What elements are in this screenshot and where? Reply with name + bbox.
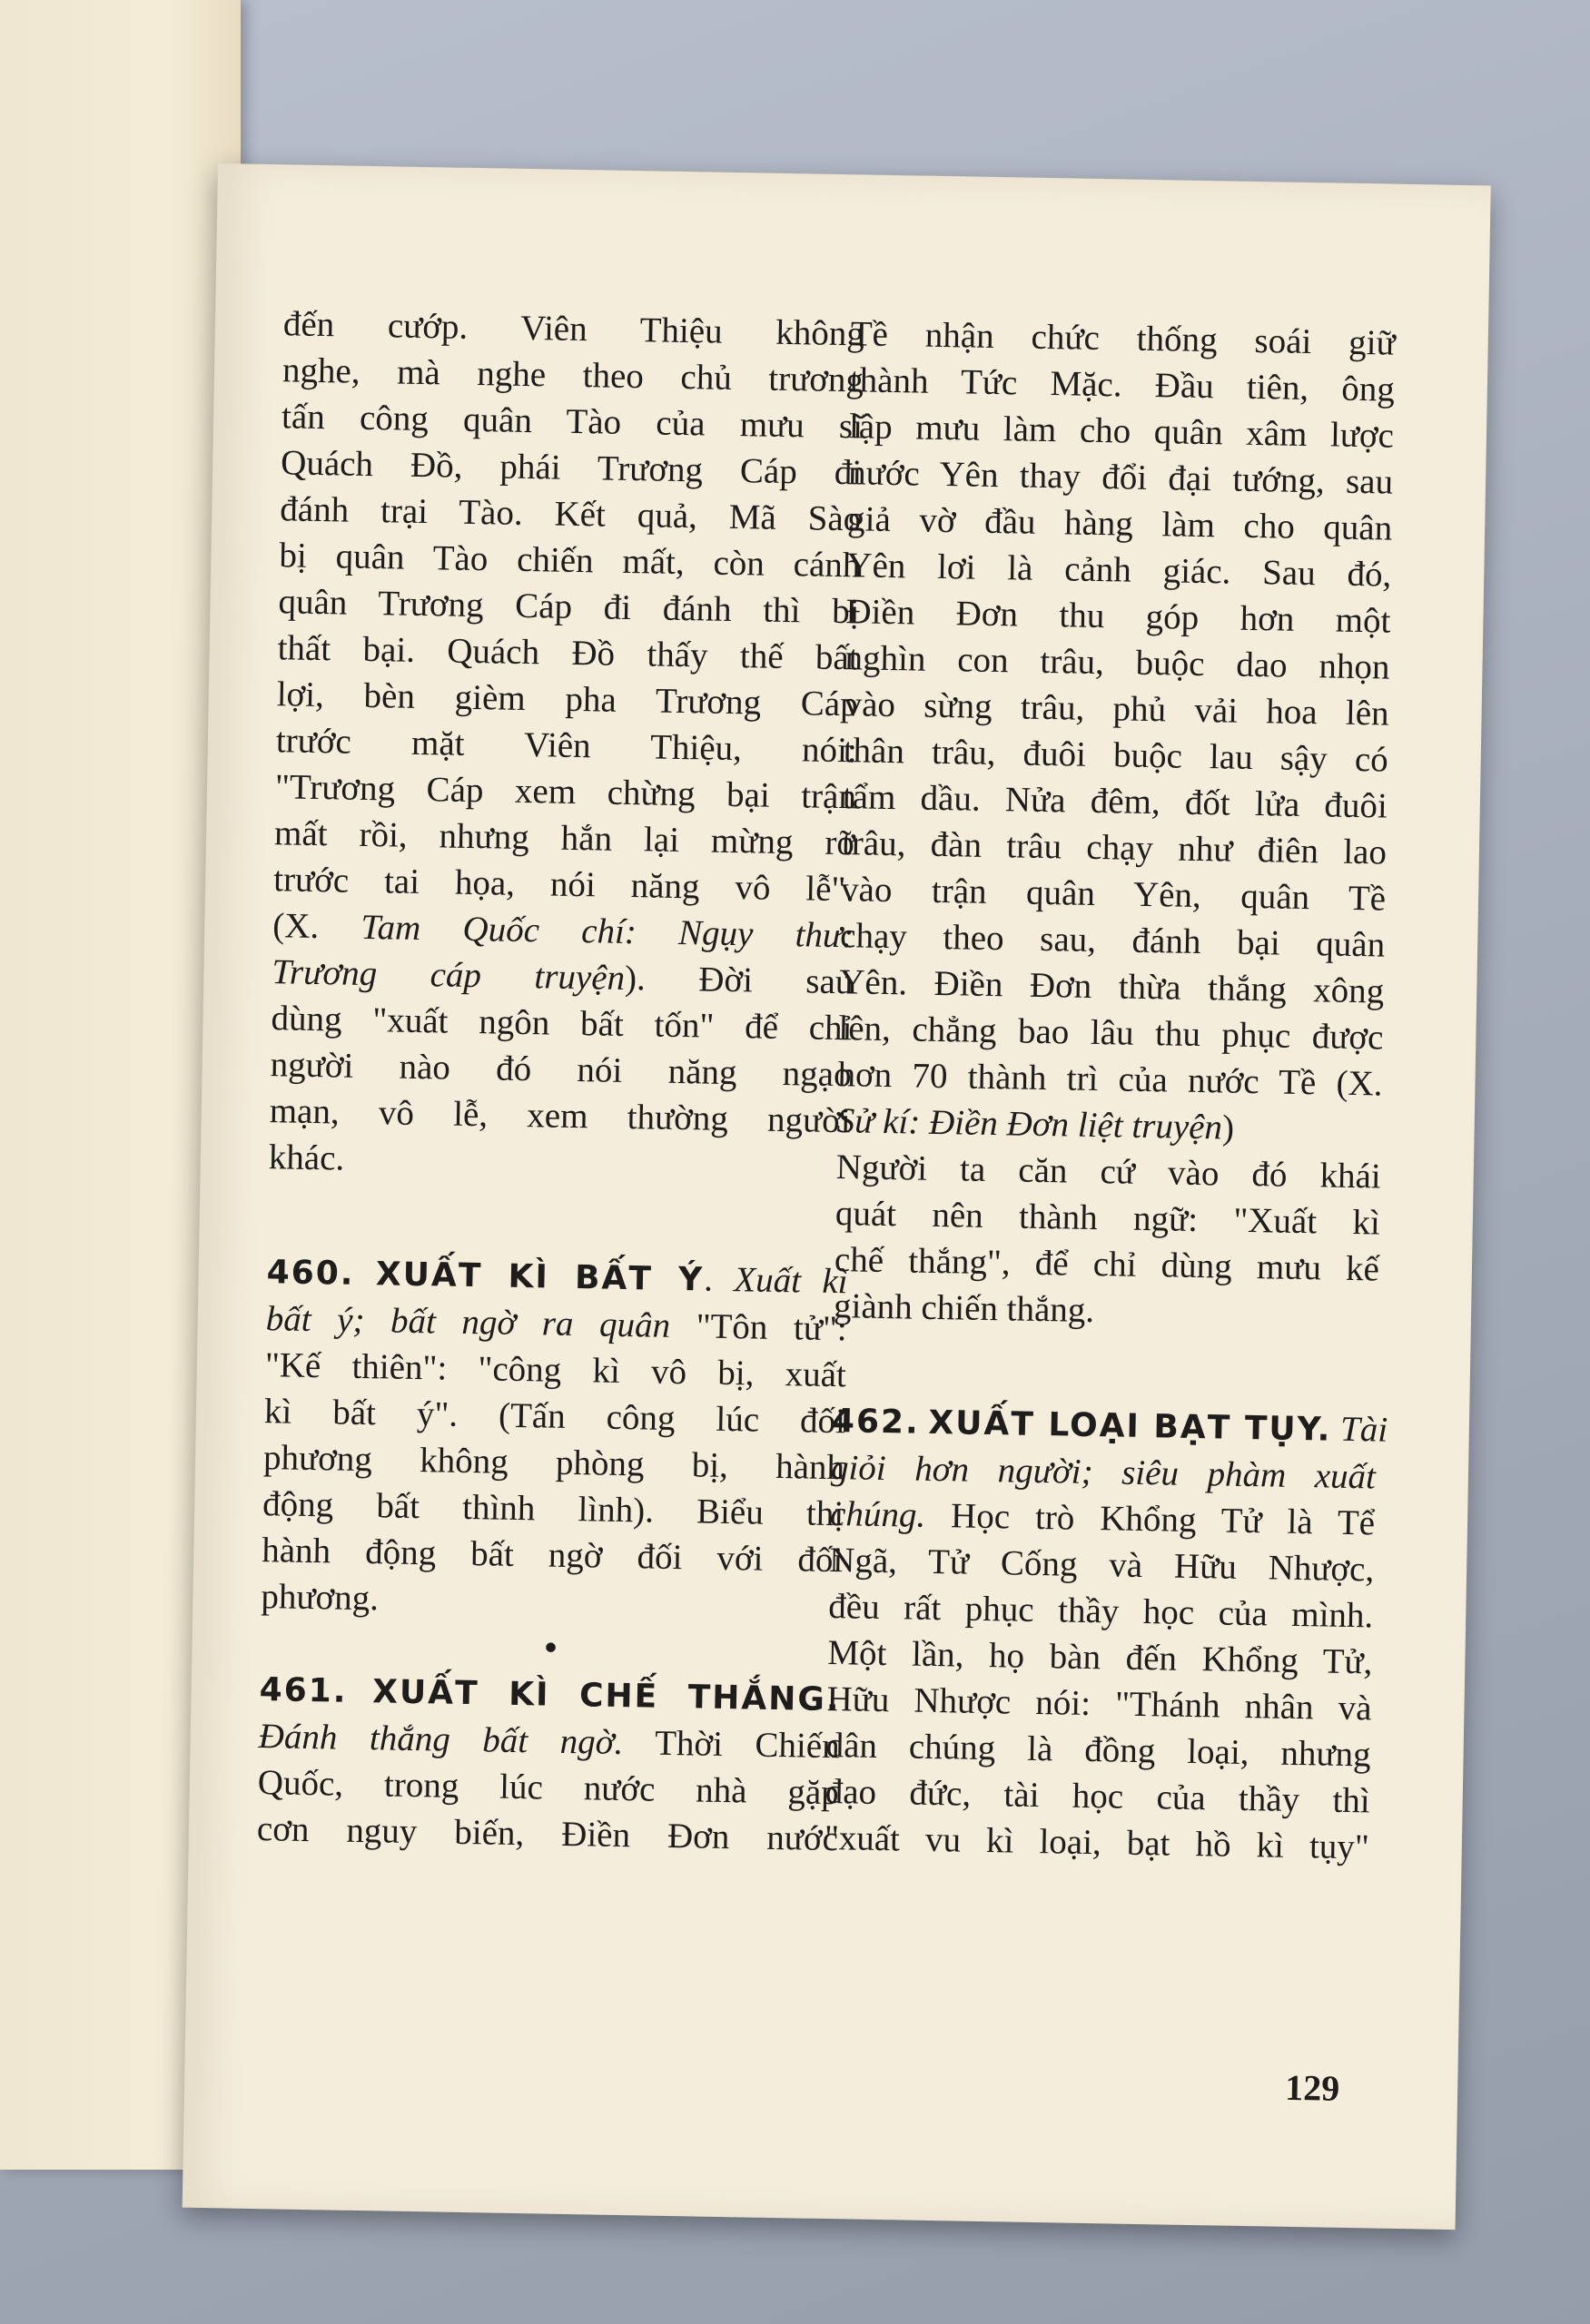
text-line: quân Trương Cáp đi đánh thì bị: [278, 582, 860, 632]
text-line: vào sừng trâu, phủ vải hoa lên: [844, 684, 1389, 734]
right-column: [824, 310, 1396, 1870]
entry-title: XUẤT KÌ CHẾ THẮNG.: [371, 1673, 841, 1719]
text-line: Yên. Điền Đơn thừa thắng xông: [838, 962, 1385, 1011]
text-line: Ngã, Tử Cống và Hữu Nhược,: [828, 1540, 1375, 1590]
text-line: trước tai họa, nói năng vô lễ".: [272, 860, 855, 910]
text-line: nghe, mà nghe theo chủ trương: [281, 350, 864, 400]
text-line: cơn nguy biến, Điền Đơn nước: [256, 1809, 839, 1859]
text-line: kì bất ý". (Tấn công lúc đối: [263, 1392, 846, 1442]
text-line: "Kế thiên": "công kì vô bị, xuất: [264, 1345, 847, 1395]
text-line: thành Tức Mặc. Đầu tiên, ông: [849, 360, 1396, 409]
text-line: đạo đức, tài học của thầy thì: [825, 1771, 1371, 1821]
text-line: "xuất vu kì loại, bạt hồ kì tụy": [824, 1817, 1370, 1867]
left-column: [257, 300, 865, 1862]
entry-title: XUẤT KÌ BẤT Ý: [375, 1256, 705, 1299]
book-page: [183, 163, 1491, 2230]
text-line: giành chiến thắng.: [833, 1286, 1095, 1331]
text-line: trước mặt Viên Thiệu, nói:: [275, 721, 858, 771]
text-line: đến cướp. Viên Thiệu không: [282, 304, 865, 354]
source-citation: Sử kí: Điền Đơn liệt truyện): [836, 1101, 1235, 1147]
text-line: phương.: [261, 1577, 380, 1619]
previous-page-text: [0, 36, 182, 101]
text-line: dùng "xuất ngôn bất tốn" để chỉ: [271, 999, 853, 1049]
text-line: thất bại. Quách Đồ thấy thế bất: [277, 628, 859, 678]
text-line: Một lần, họ bàn đến Khổng Tử,: [827, 1632, 1373, 1682]
text-line: lên, chẳng bao lâu thu phục được: [838, 1009, 1384, 1058]
text-line: đánh trại Tào. Kết quả, Mã Sào: [279, 489, 862, 539]
entry-title: XUẤT LOẠI BẠT TỤY.: [928, 1403, 1332, 1449]
page-number: 129: [1284, 2066, 1340, 2109]
text-line: chạy theo sau, đánh bại quân: [839, 916, 1386, 965]
text-line: động bất thình lình). Biểu thị: [262, 1484, 844, 1534]
text-line: dân chúng là đồng loại, nhưng: [825, 1725, 1371, 1775]
entry-heading: 462. XUẤT LOẠI BẠT TỤY. Tài: [831, 1403, 1388, 1450]
source-citation: Trương cáp truyện). Đời sau: [272, 952, 854, 1002]
text-line: Quách Đồ, phái Trương Cáp đi: [280, 443, 863, 493]
text-line: lợi, bèn gièm pha Trương Cáp: [276, 675, 859, 724]
text-line: đều rất phục thầy học của mình.: [827, 1586, 1374, 1636]
text-line: trâu, đàn trâu chạy như điên lao: [841, 823, 1388, 872]
text-line: nghìn con trâu, buộc dao nhọn: [844, 638, 1390, 687]
entry-gloss: bất ý; bất ngờ ra quân "Tôn tử":: [265, 1299, 848, 1349]
text-line: mạn, vô lễ, xem thường người: [269, 1091, 852, 1141]
entry-gloss: chúng. Học trò Khổng Tử là Tể: [829, 1493, 1376, 1543]
text-line: mất rồi, nhưng hắn lại mừng rỡ: [273, 813, 856, 863]
text-line: chế thắng", để chỉ dùng mưu kế: [834, 1240, 1380, 1289]
text-line: giả vờ đầu hàng làm cho quân: [846, 499, 1393, 548]
text-line: khác.: [268, 1137, 345, 1178]
text-line: tấn công quân Tào của mưu sĩ: [281, 397, 864, 447]
text-line: Điền Đơn thu góp hơn một: [845, 592, 1391, 641]
text-line: phương không phòng bị, hành: [262, 1438, 845, 1488]
entry-heading: 460. XUẤT KÌ BẤT Ý. Xuất kì: [266, 1254, 848, 1302]
text-line: hơn 70 thành trì của nước Tề (X.: [837, 1055, 1383, 1104]
text-line: lập mưu làm cho quân xâm lược: [848, 407, 1395, 456]
text-line: người nào đó nói năng ngạo: [270, 1045, 852, 1095]
text-line: bị quân Tào chiến mất, còn cánh: [279, 536, 861, 586]
text-line: Người ta căn cứ vào đó khái: [835, 1147, 1382, 1196]
text-line: Yên lơi là cảnh giác. Sau đó,: [846, 546, 1392, 595]
entry-gloss: giỏi hơn người; siêu phàm xuất: [830, 1448, 1377, 1497]
text-line: nước Yên thay đổi đại tướng, sau: [847, 453, 1394, 502]
text-line: vào trận quân Yên, quân Tề: [840, 870, 1387, 919]
entry-gloss: Đánh thắng bất ngờ. Thời Chiến: [258, 1717, 841, 1767]
text-line: quát nên thành ngữ: "Xuất kì: [835, 1194, 1381, 1243]
text-line: "Trương Cáp xem chừng bại trận: [274, 767, 857, 817]
text-line: Hữu Nhược nói: "Thánh nhân và: [826, 1679, 1372, 1728]
text-line: thân trâu, đuôi buộc lau sậy có: [843, 731, 1389, 780]
separator-dot: •: [544, 1628, 558, 1668]
text-line: Quốc, trong lúc nước nhà gặp: [257, 1763, 840, 1813]
text-line: tẩm dầu. Nửa đêm, đốt lửa đuôi: [842, 777, 1388, 826]
text-line: Tề nhận chức thống soái giữ: [850, 314, 1397, 363]
entry-heading: 461. XUẤT KÌ CHẾ THẮNG.: [259, 1671, 841, 1719]
source-citation: (X. Tam Quốc chí: Ngụy thư:: [272, 906, 854, 956]
text-line: hành động bất ngờ đối với đối: [261, 1531, 844, 1581]
